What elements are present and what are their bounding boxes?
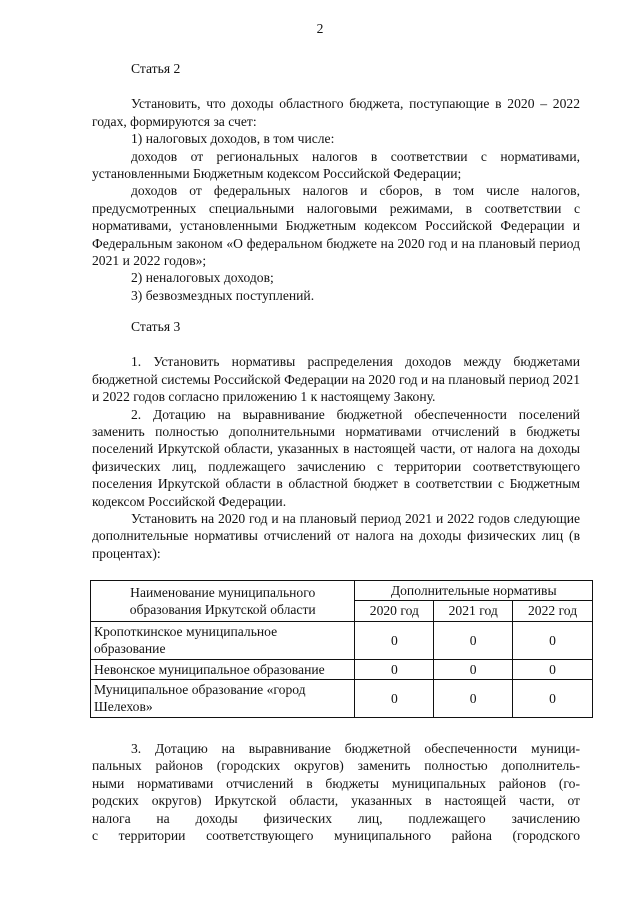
article-3-part-3 — [92, 740, 580, 844]
article-3-paragraph-1: 1. Установить нормативы распределения доходов между бюджетами бюджетной системы Российской Федерации на 2020 год и на плановый период 2021 и 2022 годов согласно приложению 1 к настоящему Закону. — [92, 354, 580, 405]
article-3-paragraph-4-line: с территории соответствующего муниципального района (городского — [92, 828, 580, 844]
article-3-paragraph-4-line: ными нормативами отчислений в бюджеты муниципальных районов (го- — [92, 775, 580, 791]
table-header-year: 2021 год — [434, 601, 513, 621]
article-3-title: Статья 3 — [131, 319, 181, 334]
table-header-name: Наименование муниципального образования Иркутской области — [91, 581, 355, 622]
table-cell-value: 0 — [355, 659, 434, 679]
additional-norms-table — [90, 580, 593, 718]
table-cell-value: 0 — [434, 621, 513, 659]
article-2-paragraph-2: 1) налоговых доходов, в том числе: — [131, 131, 335, 147]
article-2-paragraph-5: 2) неналоговых доходов; — [131, 270, 274, 286]
table-row — [91, 680, 593, 718]
article-2-paragraph-6: 3) безвозмездных поступлений. — [131, 287, 315, 303]
table-header-group: Дополнительные нормативы — [355, 581, 593, 601]
table-header-row — [91, 581, 593, 601]
table-cell-value: 0 — [513, 680, 593, 718]
table-cell-value: 0 — [434, 680, 513, 718]
article-3-paragraph-3: Установить на 2020 год и на плановый период 2021 и 2022 годов следующие дополнительные нормативы отчислений от налога на доходы физических лиц (в процентах): — [92, 511, 580, 561]
table-cell-value: 0 — [513, 621, 593, 659]
table-cell-value: 0 — [355, 621, 434, 659]
article-3 — [92, 318, 580, 562]
table-row — [91, 621, 593, 659]
article-2 — [92, 60, 580, 304]
table-cell-value: 0 — [513, 659, 593, 679]
table-cell-name: Кропоткинское муниципальное образование — [91, 621, 355, 659]
article-3-paragraph-4-line: пальных районов (городских округов) заменить полностью дополнитель- — [92, 758, 580, 774]
table-row — [91, 659, 593, 679]
table-header-year: 2022 год — [513, 601, 593, 621]
article-2-title: Статья 2 — [131, 61, 181, 76]
table-header-year: 2020 год — [355, 601, 434, 621]
article-3-paragraph-4-line: родских округов) Иркутской области, указанных в настоящей части, от — [92, 793, 580, 809]
article-3-paragraph-4-line: 3. Дотацию на выравнивание бюджетной обеспеченности муници- — [131, 741, 580, 756]
article-2-paragraph-3: доходов от региональных налогов в соответствии с нормативами, установленными Бюджетным кодексом Российской Федерации; — [92, 148, 580, 182]
article-3-paragraph-4-line: налога на доходы физических лиц, подлежащего зачислению — [92, 810, 580, 826]
article-3-paragraph-2: 2. Дотацию на выравнивание бюджетной обеспеченности поселений заменить полностью дополнительными нормативами отчислений в бюджеты поселений Иркутской области, указанных в настоящей части, от налога на доходы физических лиц, подлежащего зачислению с территории соответствующего поселения Иркутской области в областной бюджет в соответствии с Бюджетным кодексом Российской Федерации. — [92, 406, 580, 509]
table-cell-value: 0 — [434, 659, 513, 679]
article-2-paragraph-4: доходов от федеральных налогов и сборов, в том числе налогов, предусмотренных специальными налоговыми режимами, в соответствии с нормативами, установленными Бюджетным кодексом Российской Федерации и Федеральным законом «О федеральном бюджете на 2020 год и на плановый период 2021 и 2022 годов»; — [92, 183, 580, 269]
table-cell-name: Невонское муниципальное образование — [91, 659, 355, 679]
table-cell-name: Муниципальное образование «город Шелехов» — [91, 680, 355, 718]
page-number: 2 — [316, 21, 324, 36]
article-2-paragraph-1: Установить, что доходы областного бюджета, поступающие в 2020 – 2022 годах, формируются за счет: — [92, 96, 580, 129]
table-cell-value: 0 — [355, 680, 434, 718]
